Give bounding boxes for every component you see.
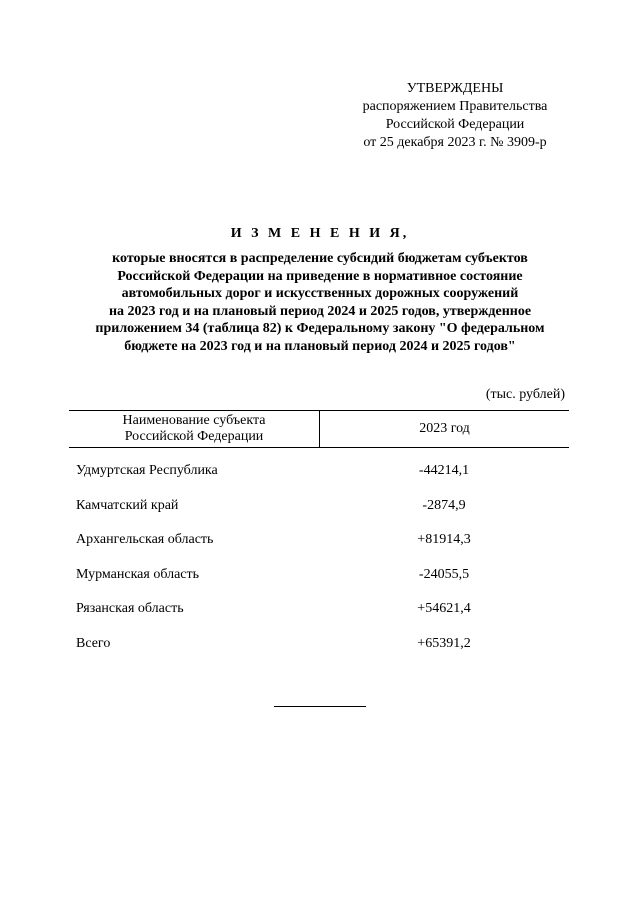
subtitle-line: бюджете на 2023 год и на плановый период 2024 и 2025 годов" (124, 338, 516, 354)
region-value: +81914,3 (417, 532, 471, 548)
region-value: -24055,5 (418, 566, 470, 582)
table-row (69, 567, 569, 602)
table-row (69, 463, 569, 498)
total-label: Всего (76, 635, 111, 651)
approval-date: от 25 декабря 2023 г. № 3909-р (363, 135, 547, 150)
approval-line: Российской Федерации (385, 117, 525, 132)
subtitle-line: автомобильных дорог и искусственных дорожных сооружений (121, 286, 519, 301)
region-name: Камчатский край (76, 497, 179, 513)
subtitle-line: на 2023 год и на плановый период 2024 и 2025 годов, утвержденное (108, 303, 532, 319)
subtitle-line: Российской Федерации на приведение в нормативное состояние (117, 268, 523, 284)
header-year: 2023 год (419, 421, 470, 436)
header-region-line: Наименование субъекта (122, 413, 266, 428)
subtitle-line: приложением 34 (таблица 82) к Федеральному закону "О федеральном (95, 321, 545, 336)
region-name: Мурманская область (76, 566, 200, 582)
approval-block (345, 80, 565, 152)
subtitle-line: которые вносятся в распределение субсидий бюджетам субъектов (112, 251, 528, 266)
subsidy-table (69, 410, 569, 671)
approval-heading: УТВЕРЖДЕНЫ (406, 81, 504, 96)
region-value: -2874,9 (422, 497, 466, 513)
region-name: Рязанская область (76, 601, 184, 617)
end-separator (274, 706, 366, 707)
units-label: (тыс. рублей) (485, 387, 565, 402)
table-row (69, 532, 569, 567)
table-row (69, 601, 569, 636)
region-value: +54621,4 (417, 601, 471, 617)
document-subtitle (60, 250, 580, 355)
header-region (69, 411, 320, 447)
total-value: +65391,2 (417, 635, 471, 651)
table-header (69, 410, 569, 448)
region-value: -44214,1 (418, 463, 470, 478)
header-region-line: Российской Федерации (124, 429, 264, 444)
table-row (69, 498, 569, 533)
region-name: Удмуртская Республика (76, 463, 218, 478)
approval-line: распоряжением Правительства (362, 99, 548, 114)
table-row-total (69, 636, 569, 671)
region-name: Архангельская область (76, 532, 214, 548)
document-title: И З М Е Н Е Н И Я, (230, 226, 410, 241)
table-body (69, 448, 569, 671)
